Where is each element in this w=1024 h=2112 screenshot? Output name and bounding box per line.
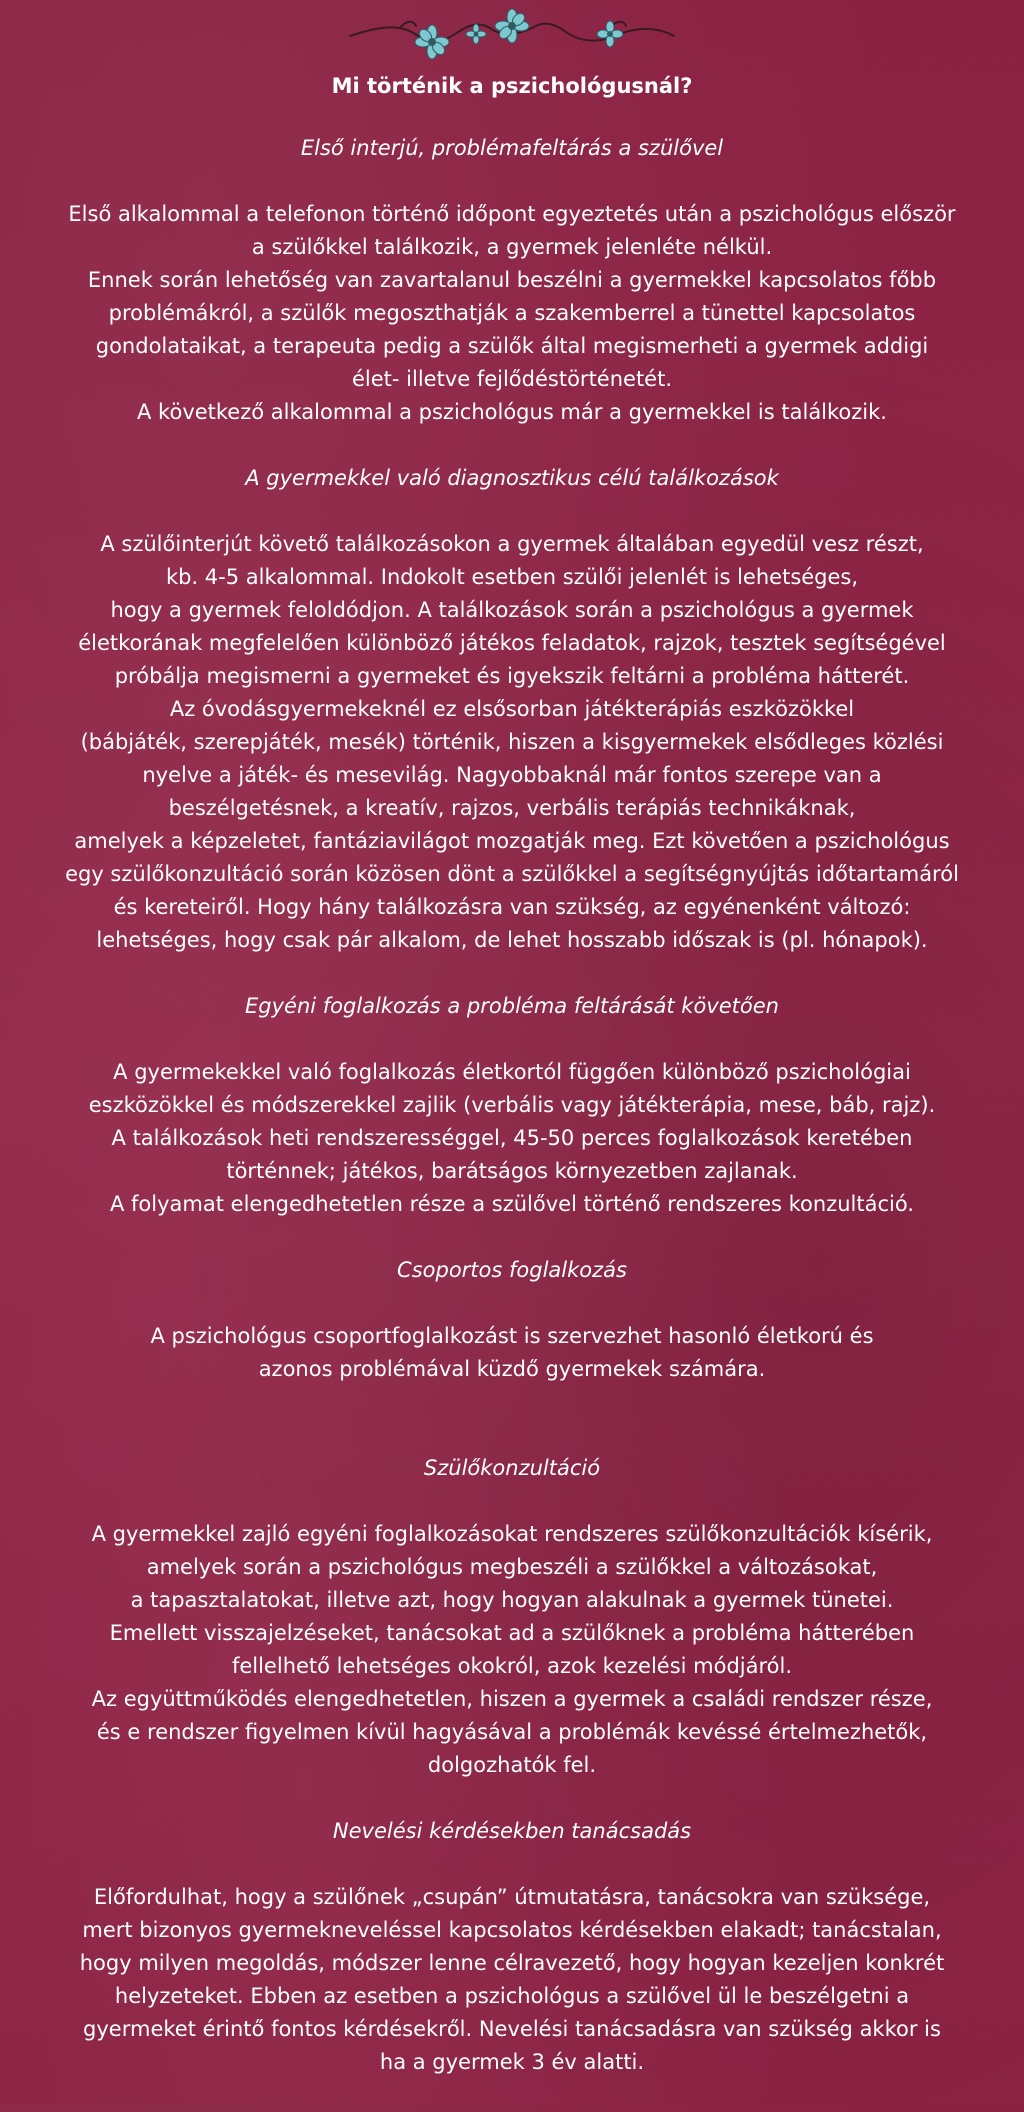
- paragraph-line: Ennek során lehetőség van zavartalanul beszélni a gyermekkel kapcsolatos főbb: [87, 268, 937, 292]
- paragraph-line: azonos problémával küzdő gyermekek számára.: [258, 1357, 766, 1381]
- paragraph-line: (bábjáték, szerepjáték, mesék) történik, hiszen a kisgyermekek elsődleges közlési: [80, 730, 944, 754]
- spacer: [0, 1419, 1024, 1452]
- section-paragraph: [0, 1320, 1024, 1386]
- paragraph-line: mert bizonyos gyermekneveléssel kapcsolatos kérdésekben elakadt; tanácstalan,: [82, 1918, 942, 1942]
- paragraph-line: a tapasztalatokat, illetve azt, hogy hogyan alakulnak a gyermek tünetei.: [130, 1588, 894, 1612]
- paragraph-line: A folyamat elengedhetetlen része a szülővel történő rendszeres konzultáció.: [110, 1192, 914, 1216]
- paragraph-line: A következő alkalommal a pszichológus már a gyermekkel is találkozik.: [137, 400, 887, 424]
- paragraph-line: kb. 4-5 alkalommal. Indokolt esetben szülői jelenlét is lehetséges,: [165, 565, 859, 589]
- paragraph-line: fellelhető lehetséges okokról, azok kezelési módjáról.: [231, 1654, 793, 1678]
- paragraph-line: helyzeteket. Ebben az esetben a pszichológus a szülővel ül le beszélgetni a: [114, 1984, 910, 2008]
- paragraph-line: dolgozhatók fel.: [427, 1753, 597, 1777]
- flower-vine-ornament-icon: [340, 6, 684, 68]
- paragraph-line: A szülőinterjút követő találkozásokon a gyermek általában egyedül vesz részt,: [100, 532, 924, 556]
- paragraph-line: élet- illetve fejlődéstörténetét.: [351, 367, 673, 391]
- section-heading: Nevelési kérdésekben tanácsadás: [332, 1819, 692, 1843]
- paragraph-line: próbálja megismerni a gyermeket és igyekszik feltárni a probléma hátterét.: [114, 664, 910, 688]
- paragraph-line: Emellett visszajelzéseket, tanácsokat ad a szülőknek a probléma hátterében: [109, 1621, 915, 1645]
- paragraph-line: lehetséges, hogy csak pár alkalom, de lehet hosszabb időszak is (pl. hónapok).: [96, 928, 928, 952]
- section-paragraph: [0, 1881, 1024, 2079]
- paragraph-line: a szülőkkel találkozik, a gyermek jelenléte nélkül.: [251, 235, 773, 259]
- section-heading: A gyermekkel való diagnosztikus célú találkozások: [245, 466, 779, 490]
- paragraph-line: A gyermekekkel való foglalkozás életkortól függően különböző pszichológiai: [113, 1060, 911, 1084]
- paragraph-line: életkorának megfelelően különböző játékos feladatok, rajzok, tesztek segítségével: [78, 631, 946, 655]
- paragraph-line: Előfordulhat, hogy a szülőnek „csupán” útmutatásra, tanácsokra van szüksége,: [93, 1885, 931, 1909]
- paragraph-line: problémákról, a szülők megoszthatják a szakemberrel a tünettel kapcsolatos: [108, 301, 916, 325]
- paragraph-line: hogy a gyermek feloldódjon. A találkozások során a pszichológus a gyermek: [110, 598, 914, 622]
- paragraph-line: Az óvodásgyermekeknél ez elsősorban játékterápiás eszközökkel: [169, 697, 855, 721]
- paragraph-line: beszélgetésnek, a kreatív, rajzos, verbális terápiás technikáknak,: [168, 796, 856, 820]
- section-heading: Szülőkonzultáció: [423, 1456, 601, 1480]
- paragraph-line: A gyermekkel zajló egyéni foglalkozásokat rendszeres szülőkonzultációk kísérik,: [91, 1522, 933, 1546]
- section-paragraph: [0, 198, 1024, 429]
- paragraph-line: egy szülőkonzultáció során közösen dönt a szülőkkel a segítségnyújtás időtartamáról: [65, 862, 959, 886]
- paragraph-line: ha a gyermek 3 év alatti.: [379, 2050, 645, 2074]
- paragraph-line: gondolataikat, a terapeuta pedig a szülők által megismerheti a gyermek addigi: [95, 334, 929, 358]
- paragraph-line: nyelve a játék- és mesevilág. Nagyobbaknál már fontos szerepe van a: [142, 763, 882, 787]
- paragraph-line: Első alkalommal a telefonon történő időpont egyeztetés után a pszichológus először: [68, 202, 956, 226]
- paragraph-line: A találkozások heti rendszerességgel, 45-50 perces foglalkozások keretében: [111, 1126, 913, 1150]
- paragraph-line: történnek; játékos, barátságos környezetben zajlanak.: [226, 1159, 798, 1183]
- page-title: Mi történik a pszichológusnál?: [331, 74, 693, 98]
- section-heading: Csoportos foglalkozás: [397, 1258, 627, 1282]
- paragraph-line: eszközökkel és módszerekkel zajlik (verbális vagy játékterápia, mese, báb, rajz).: [88, 1093, 936, 1117]
- paragraph-line: hogy milyen megoldás, módszer lenne célravezető, hogy hogyan kezeljen konkrét: [79, 1951, 945, 1975]
- section-paragraph: [0, 1518, 1024, 1782]
- article: [0, 70, 1024, 2112]
- paragraph-line: amelyek a képzeletet, fantáziavilágot mozgatják meg. Ezt követően a pszichológus: [74, 829, 950, 853]
- section-paragraph: [0, 528, 1024, 957]
- paragraph-line: és kereteiről. Hogy hány találkozásra van szükség, az egyénenként változó:: [113, 895, 911, 919]
- section-heading: Első interjú, problémafeltárás a szülővel: [300, 136, 724, 160]
- section-heading: Egyéni foglalkozás a probléma feltárását követően: [245, 994, 779, 1018]
- paragraph-line: amelyek során a pszichológus megbeszéli a szülőkkel a változásokat,: [146, 1555, 878, 1579]
- paragraph-line: és e rendszer figyelmen kívül hagyásával a problémák kevéssé értelmezhetők,: [96, 1720, 928, 1744]
- section-paragraph: [0, 1056, 1024, 1221]
- sections-container: [0, 132, 1024, 2079]
- paragraph-line: A pszichológus csoportfoglalkozást is szervezhet hasonló életkorú és: [150, 1324, 874, 1348]
- paragraph-line: Az együttműködés elengedhetetlen, hiszen a gyermek a családi rendszer része,: [91, 1687, 933, 1711]
- paragraph-line: gyermeket érintő fontos kérdésekről. Nevelési tanácsadásra van szükség akkor is: [83, 2017, 941, 2041]
